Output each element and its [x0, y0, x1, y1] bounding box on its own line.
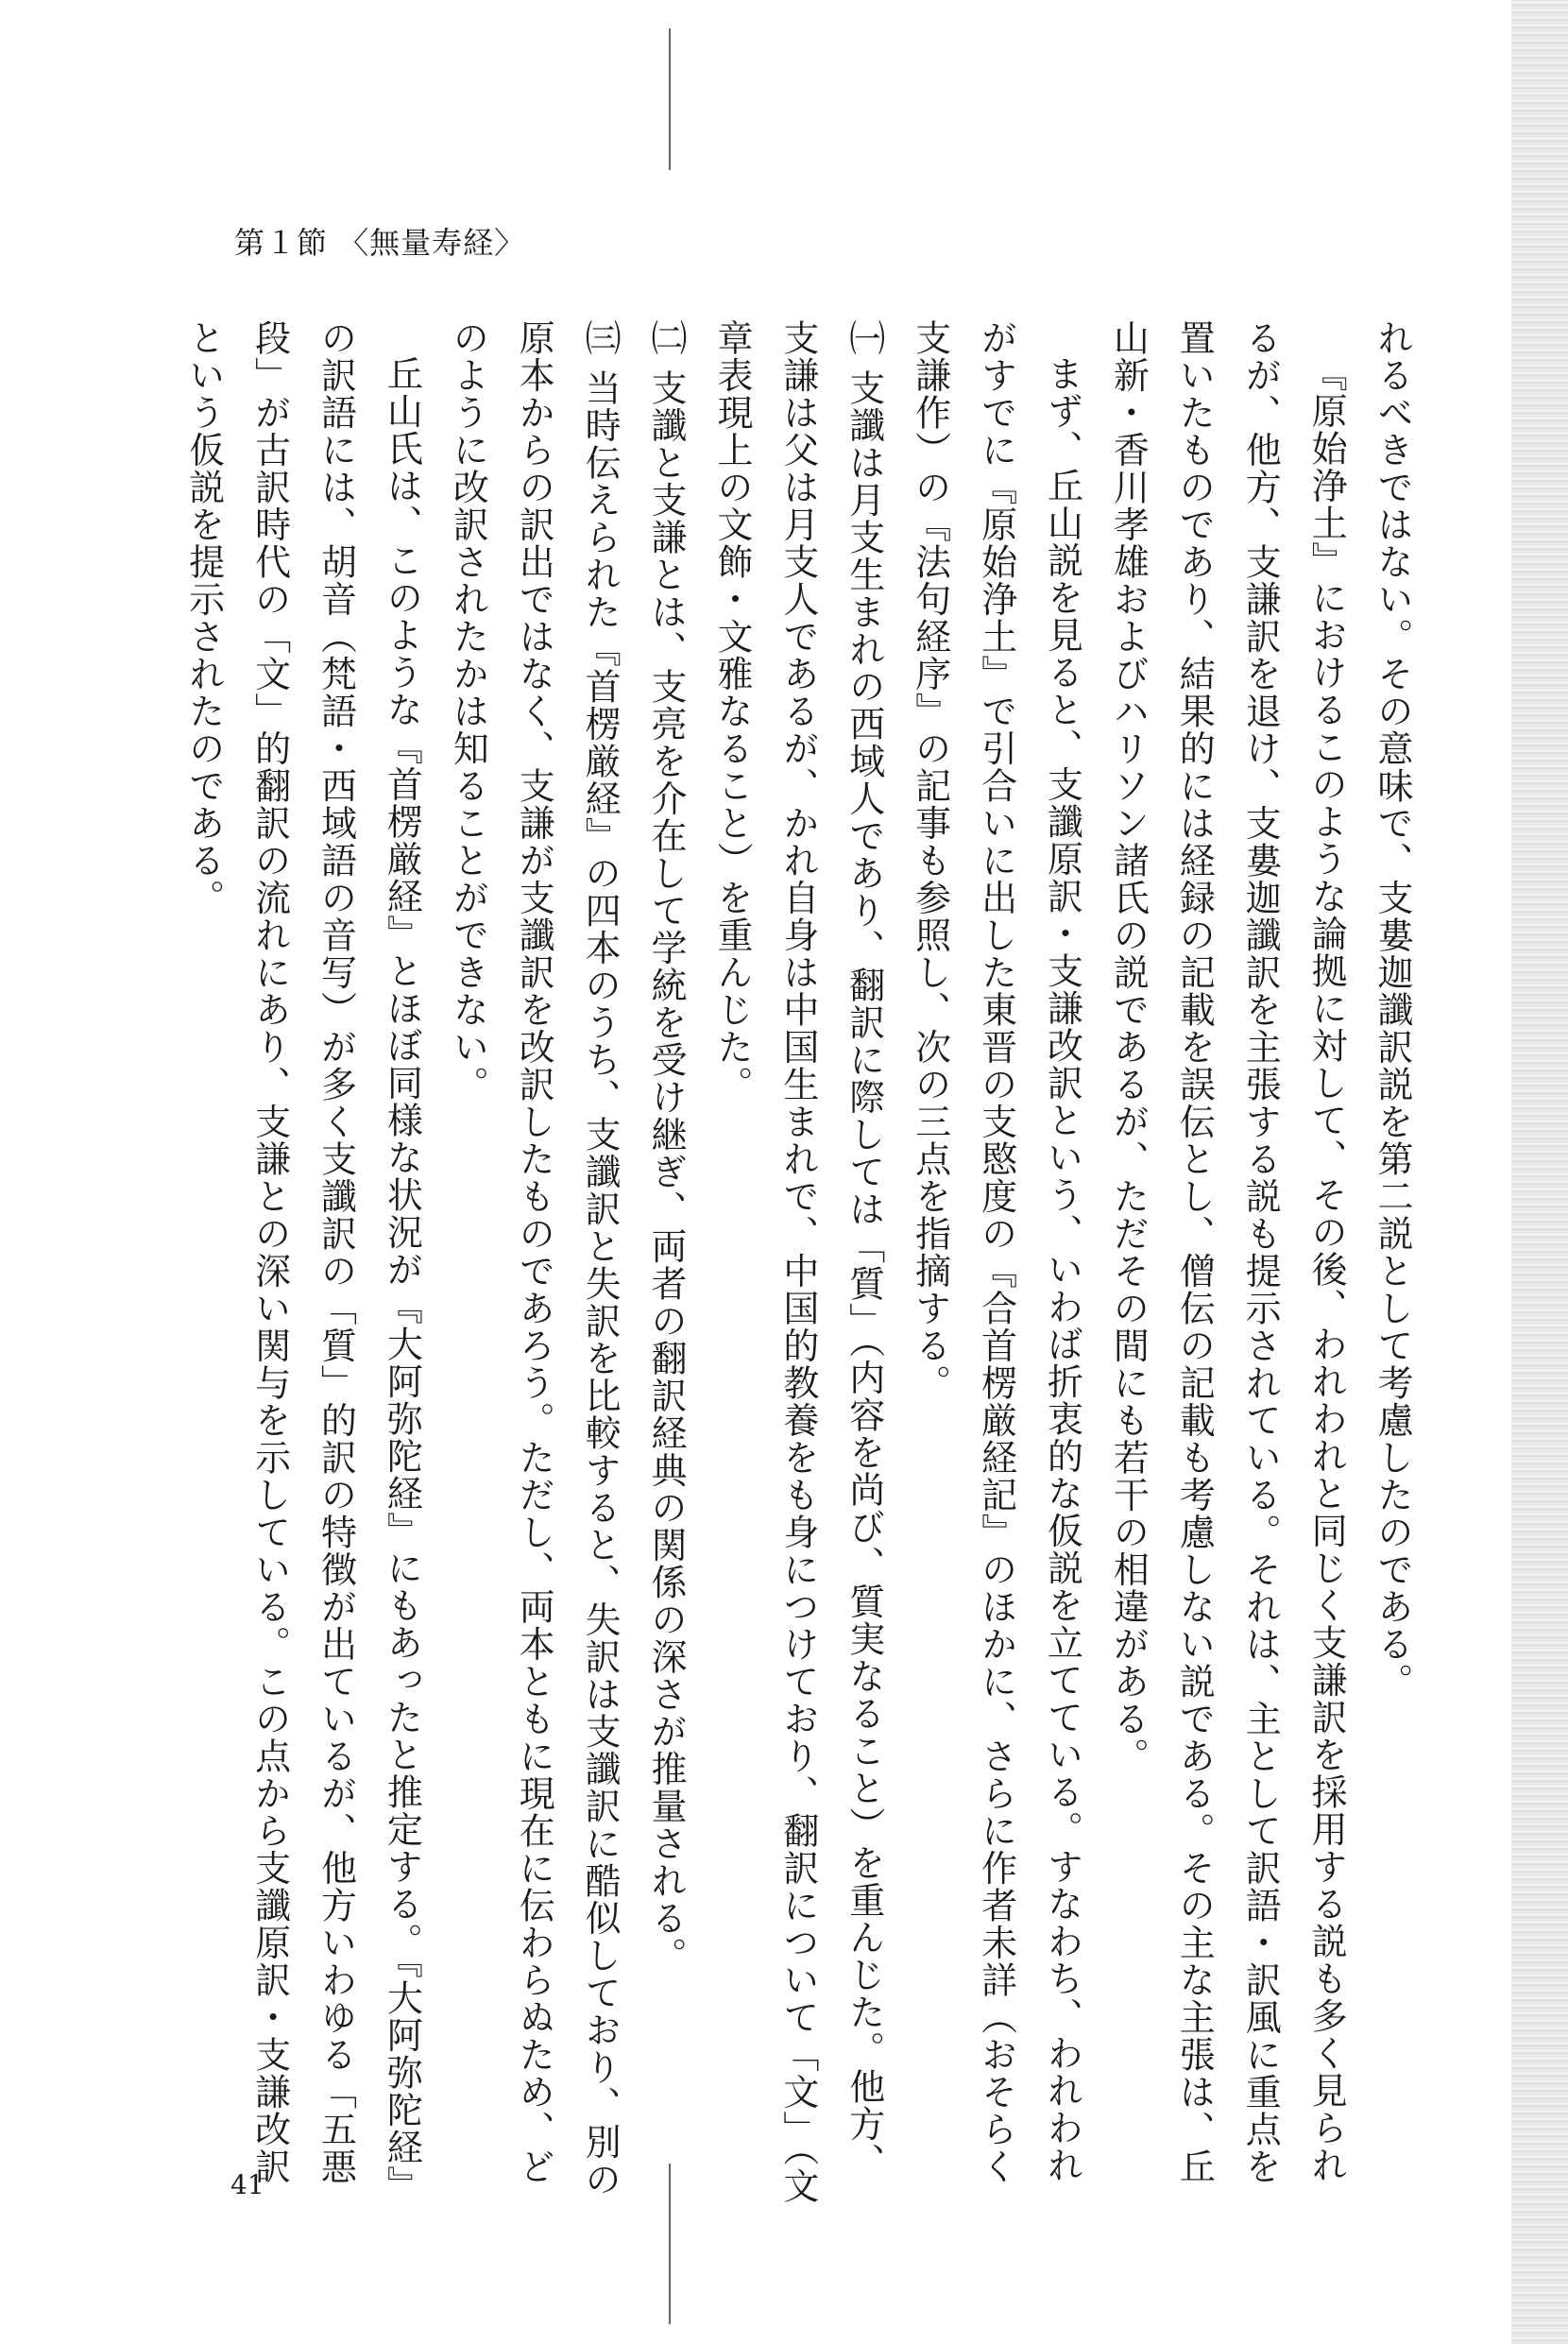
list-item-3: ㈢ 当時伝えられた『首楞厳経』の四本のうち、支讖訳と失訳を比較すると、失訳は支讖訳に酷似しており、別の原本からの訳出ではなく、支謙が支讖訳を改訳したものであろう。ただし、両本ともに現在に伝わらぬため、どのように改訳されたかは知ることができない。	[447, 319, 622, 2199]
list-item-1: ㈠ 支讖は月支生まれの西域人であり、翻訳に際しては「質」（内容を尚び、質実なること）を重んじた。他方、支謙は父は月支人であるが、かれ自身は中国生まれで、中国的教養をも身につけており、翻訳について「文」（文章表現上の文飾・文雅なること）を重んじた。	[710, 319, 885, 2205]
page-header: 第１節 〈無量寿経〉	[234, 225, 526, 261]
paragraph-1: れるべきではない。その意味で、支婁迦讖訳説を第二説として考慮したのである。	[1372, 319, 1413, 1701]
body-text	[182, 319, 1424, 2209]
scan-edge	[1511, 0, 1568, 2344]
paragraph-2: 『原始浄土』におけるこのような論拠に対して、その後、われわれと同じく支謙訳を採用する説も多く見られるが、他方、支謙訳を退け、支婁迦讖訳を主張する説も提示されている。それは、主として訳語・訳風に重点を置いたものであり、結果的には経録の記載を誤伝とし、僧伝の記載も考慮しない説である。その主な主張は、丘山新・香川孝雄およびハリソン諸氏の説であるが、ただその間にも若干の相違がある。	[1107, 319, 1348, 2185]
crop-mark-top	[669, 28, 671, 170]
list-item-2: ㈡ 支讖と支謙とは、支亮を介在して学統を受け継ぎ、両者の翻訳経典の関係の深さが推量される。	[645, 319, 688, 1975]
paragraph-4: 丘山氏は、このような『首楞厳経』とほぼ同様な状況が『大阿弥陀経』にもあったと推定する。『大阿弥陀経』の訳語には、胡音（梵語・西域語の音写）が多く支讖訳の「質」的訳の特徴が出ているが、他方いわゆる「五悪段」が古訳時代の「文」的翻訳の流れにあり、支謙との深い関与を示している。この点から支讖原訳・支謙改訳という仮説を提示されたのである。	[182, 319, 423, 2203]
page-number: 41	[230, 2169, 264, 2200]
paragraph-3: まず、丘山説を見ると、支讖原訳・支謙改訳という、いわば折衷的な仮説を立てている。すなわち、われわれがすでに『原始浄土』で引合いに出した東晋の支愍度の『合首楞厳経記』のほかに、さらに作者未詳（おそらく支謙作）の『法句経序』の記事も参照し、次の三点を指摘する。	[909, 319, 1083, 2185]
